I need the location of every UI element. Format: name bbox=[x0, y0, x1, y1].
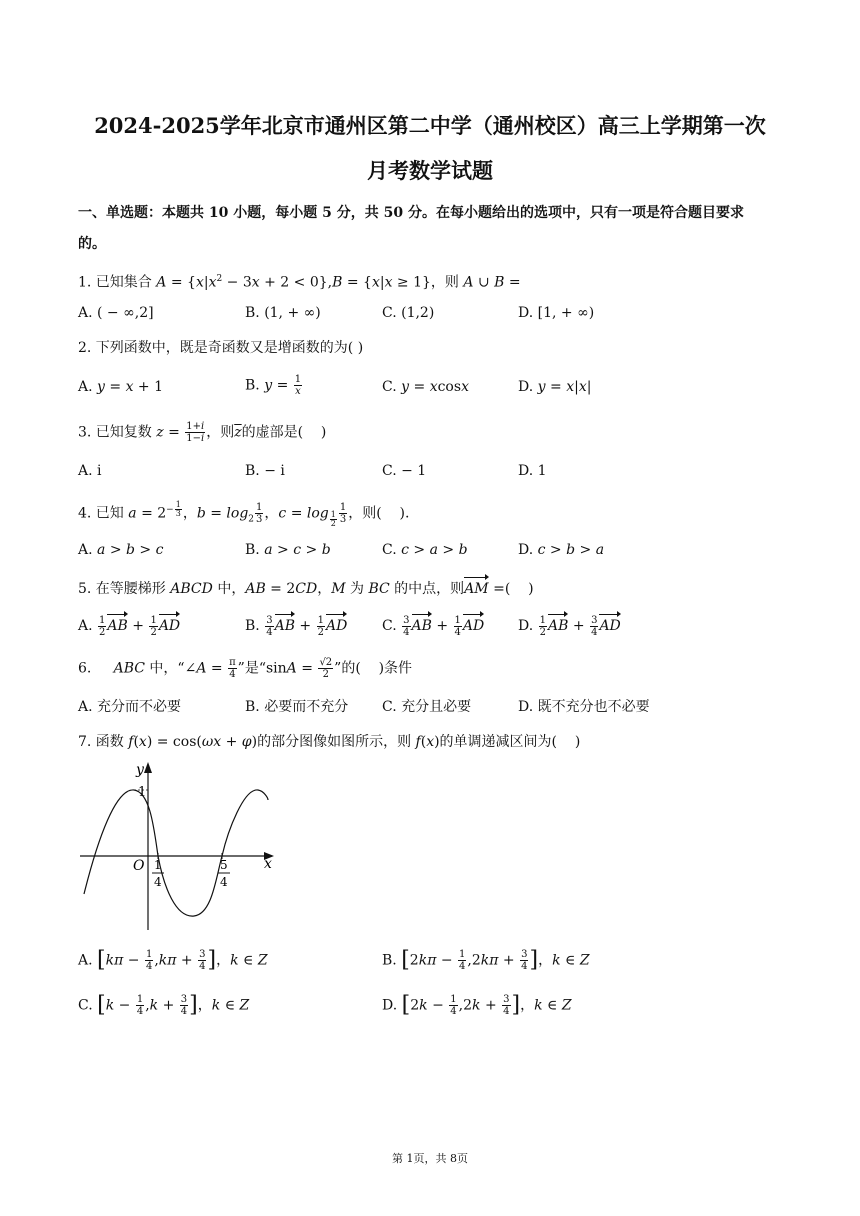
q5-option-b: B. $\frac{3}{4}$ AB + $\frac{1}{2}$ AD bbox=[245, 612, 347, 638]
q6-option-d: D. 既不充分也不必要 bbox=[518, 699, 650, 715]
q1-option-d: D. [1, + ∞) bbox=[518, 305, 595, 321]
tick-1-4-den: 4 bbox=[154, 875, 162, 889]
q5-option-c: C. $\frac{3}{4}$ AB + $\frac{1}{4}$ AD bbox=[382, 612, 484, 638]
q3-option-d: D. 1 bbox=[518, 463, 547, 479]
question-1-stem: 1. 已知集合 $A = \{x|x^2 - 3x + 2 < 0\},B = \{x|x \ge 1\}$，则 A ∪ B = bbox=[78, 274, 521, 291]
q6-option-b: B. 必要而不充分 bbox=[245, 699, 349, 715]
y-axis-label: y bbox=[136, 762, 144, 778]
question-6-stem: 6. ABC 中，“∠A = $\frac{\pi}{4}$ ”是“sinA = $\frac{√2}{2}$ ”的( )条件 bbox=[78, 657, 413, 680]
q4-option-c: C. c > a > b bbox=[382, 542, 468, 558]
question-5-stem: 5. 在等腰梯形 ABCD 中，AB = 2CD，M 为 BC 的中点，则AM =( ) bbox=[78, 575, 534, 599]
q5-option-a: A. $\frac{1}{2}$ AB + $\frac{1}{2}$ AD bbox=[78, 612, 180, 638]
q2-option-b: B. y = $\frac{1}{x}$ bbox=[245, 374, 302, 397]
q1-option-c: C. (1,2) bbox=[382, 305, 435, 321]
q1-option-b: B. (1, + ∞) bbox=[245, 305, 321, 321]
y-axis-arrow bbox=[144, 762, 152, 773]
section-heading-line2: 的。 bbox=[78, 236, 106, 252]
question-2-stem: 2. 下列函数中，既是奇函数又是增函数的为( ) bbox=[78, 340, 364, 356]
cosine-curve bbox=[84, 790, 268, 916]
q5-option-d: D. $\frac{1}{2}$ AB + $\frac{3}{4}$ AD bbox=[518, 612, 621, 638]
origin-label: O bbox=[133, 858, 145, 874]
tick-5-4-num: 5 bbox=[220, 858, 228, 872]
q1-option-a: A. ( − ∞,2] bbox=[78, 305, 154, 321]
q7-option-c: C. [k − $\frac{1}{4}$ ,k + $\frac{3}{4}$ ]，k ∈ Z bbox=[78, 992, 250, 1018]
q7-option-a: A. [kπ − $\frac{1}{4}$ ,kπ + $\frac{3}{4}$ ]，k ∈ Z bbox=[78, 947, 268, 973]
q6-option-a: A. 充分而不必要 bbox=[78, 699, 182, 715]
q3-option-b: B. − i bbox=[245, 463, 285, 479]
q4-option-b: B. a > c > b bbox=[245, 542, 331, 558]
q6-option-c: C. 充分且必要 bbox=[382, 699, 472, 715]
x-axis-label: x bbox=[264, 856, 272, 872]
question-4-stem: 4. 已知 $a = 2^{- \frac{1}{3}}$ ，$b = \log_2$ $\frac{1}{3}$ ，c = log $_{\frac{1}{2}}$ $\frac{1}{3}$ ，则( ). bbox=[78, 500, 410, 528]
q7-option-d: D. [2k − $\frac{1}{4}$ ,2k + $\frac{3}{4}$ ]，k ∈ Z bbox=[382, 992, 572, 1018]
page-title: 2024-2025学年北京市通州区第二中学（通州校区）高三上学期第一次 bbox=[94, 113, 766, 138]
q3-option-c: C. − 1 bbox=[382, 463, 427, 479]
q4-option-a: A. a > b > c bbox=[78, 542, 164, 558]
cosine-graph bbox=[76, 758, 286, 934]
tick-5-4-den: 4 bbox=[220, 875, 228, 889]
question-7-stem: 7. 函数 f(x) = cos(ωx + φ)的部分图像如图所示，则 f(x)的单调递减区间为( ) bbox=[78, 734, 581, 750]
q7-option-b: B. [2kπ − $\frac{1}{4}$ ,2kπ + $\frac{3}{4}$ ]，k ∈ Z bbox=[382, 947, 590, 973]
q2-option-a: A. y = x + 1 bbox=[78, 379, 164, 395]
q4-option-d: D. c > b > a bbox=[518, 542, 605, 558]
y-one-label: 1 bbox=[138, 785, 147, 800]
tick-1-4-num: 1 bbox=[154, 858, 162, 872]
q2-option-c: C. y = xcosx bbox=[382, 379, 469, 395]
q3-option-a: A. i bbox=[78, 463, 102, 479]
section-heading: 一、单选题：本题共 10 小题，每小题 5 分，共 50 分。在每小题给出的选项中，只有一项是符合题目要求 bbox=[78, 205, 744, 221]
q2-option-d: D. y = x|x| bbox=[518, 379, 592, 395]
page-footer: 第 1页，共 8页 bbox=[392, 1152, 468, 1165]
question-3-stem: 3. 已知复数 z = $\frac{1+i}{1-i}$ ，则$\overline{z}$的虚部是( ) bbox=[78, 421, 327, 444]
page-title-line2: 月考数学试题 bbox=[367, 158, 493, 183]
